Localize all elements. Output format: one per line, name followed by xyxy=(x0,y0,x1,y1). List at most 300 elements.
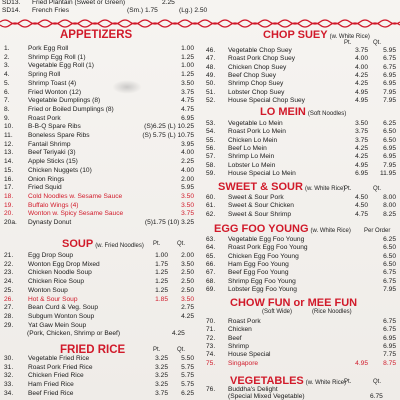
item-number: 60. xyxy=(206,194,216,201)
vegetables-item-note-price: 6.75 xyxy=(370,393,383,400)
item-name: Wonton Soup xyxy=(28,286,68,294)
item-name: Shrimp Egg Foo Young xyxy=(228,277,296,285)
item-name: Chicken Nuggets (10) xyxy=(28,166,92,174)
item-number: 3. xyxy=(4,62,10,70)
item-name: Yat Gaw Mein Soup xyxy=(28,321,87,329)
item-price-pt: (5)1.75 (10) 3.25 xyxy=(144,219,194,226)
item-number: 31. xyxy=(4,363,14,371)
item-number: 76. xyxy=(206,386,216,393)
item-name: Chicken Rice Soup xyxy=(28,278,85,286)
item-price-pt: 6.95 xyxy=(355,169,368,177)
item-price-pt: 3.25 xyxy=(155,355,168,362)
item-name: Wonton Egg Drop Mixed xyxy=(28,260,100,268)
item-name: Hot & Sour Soup xyxy=(28,295,78,303)
item-number: 13. xyxy=(4,149,14,157)
menu-item-row xyxy=(206,351,398,360)
item-number: 69. xyxy=(206,285,216,293)
item-name: Beef xyxy=(228,334,242,342)
item-number: 63. xyxy=(206,236,216,243)
item-name: Fantail Shrimp xyxy=(28,140,71,148)
item-price-qt: 2.50 xyxy=(181,278,194,286)
item-name: Spring Roll xyxy=(28,71,61,79)
item-name: Vegetable Chop Suey xyxy=(228,47,292,54)
col-header-qt: Qt. xyxy=(373,40,382,46)
item-number: 21. xyxy=(4,252,14,259)
item-number: 14. xyxy=(4,158,14,166)
item-price-qt: 6.95 xyxy=(383,144,396,152)
vegetables-title-text: VEGETABLES xyxy=(230,375,304,387)
item-number: 15. xyxy=(4,166,14,174)
item-price-pt: 1.25 xyxy=(155,286,168,294)
vegetables-item-note: (Special Mixed Vegetable) xyxy=(228,393,305,400)
menu-item-row xyxy=(4,296,196,305)
item-price-qt: 5.50 xyxy=(181,355,194,362)
soup-title-text: SOUP xyxy=(62,238,94,250)
item-price-qt: 7.95 xyxy=(383,161,396,169)
menu-item-row xyxy=(4,184,196,193)
item-price-qt: 7.95 xyxy=(383,96,396,104)
col-header-qt: Qt. xyxy=(373,186,382,192)
menu-item-row xyxy=(206,72,398,81)
item-number: 26. xyxy=(4,295,14,303)
item-name: Boneless Spare Ribs xyxy=(28,132,90,139)
menu-item-row xyxy=(4,219,196,228)
item-name: Roast Pork xyxy=(28,114,61,122)
item-number: 52. xyxy=(206,96,216,104)
item-number: 4. xyxy=(4,71,10,79)
item-price-pt: 3.50 xyxy=(181,192,194,200)
item-name: Ham Fried Rice xyxy=(28,381,74,389)
item-number: 32. xyxy=(4,372,14,380)
menu-item-row xyxy=(4,287,196,296)
item-number: 2. xyxy=(4,53,10,61)
item-number: 30. xyxy=(4,355,14,362)
item-number: 5. xyxy=(4,79,10,87)
item-price-qt: 6.25 xyxy=(383,120,396,127)
menu-item-row xyxy=(206,244,398,253)
item-name: Vegetable Egg Foo Young xyxy=(228,236,305,243)
menu-item-row xyxy=(206,137,398,146)
item-price-qt: 6.75 xyxy=(383,326,396,334)
menu-item-row xyxy=(206,170,398,179)
item-name: Shrimp Lo Mein xyxy=(228,153,275,161)
item-price-pt: 6.95 xyxy=(181,114,194,122)
lo-mein-subtitle: (Soft Noodles) xyxy=(307,111,347,117)
item-name: Singapore xyxy=(228,359,259,367)
menu-item-row xyxy=(206,64,398,73)
item-name: Chicken Fried Rice xyxy=(28,372,84,380)
item-number: 7. xyxy=(4,97,10,105)
item-price-qt: 7.95 xyxy=(383,285,396,293)
item-price-qt: 6.25 xyxy=(181,389,194,397)
lo-mein-title xyxy=(260,106,346,118)
item-price-pt: 4.25 xyxy=(355,71,368,79)
item-number: SD14. xyxy=(2,7,21,14)
item-price-pt: 3.25 xyxy=(155,381,168,389)
menu-item-row xyxy=(4,106,196,115)
item-name: Roast Pork xyxy=(228,318,261,325)
item-price-qt: 6.95 xyxy=(383,342,396,350)
item-price-qt: 6.25 xyxy=(383,236,396,243)
menu-item-row xyxy=(4,62,196,71)
item-price-pt: 1.25 xyxy=(155,269,168,277)
menu-item-row xyxy=(206,145,398,154)
item-number: 10. xyxy=(4,123,14,131)
item-price-qt: 5.75 xyxy=(181,381,194,389)
item-price-pt: 4.00 xyxy=(355,55,368,63)
item-number: 48. xyxy=(206,63,216,71)
item-name: Beef Teriyaki (3) xyxy=(28,149,76,157)
item-name: Vegetable Dumplings (8) xyxy=(28,97,101,105)
item-price-pt: 2.25 xyxy=(181,158,194,166)
menu-item-row xyxy=(4,364,196,373)
item-price-pt: 4.00 xyxy=(355,63,368,71)
item-name: Roast Pork Fried Rice xyxy=(28,363,93,371)
item-price-qt: 6.50 xyxy=(383,244,396,252)
egg-foo-young-subtitle: (w. White Rice) xyxy=(310,228,351,234)
menu-item-row xyxy=(4,261,196,270)
item-name: Sweet & Sour Pork xyxy=(228,194,284,201)
item-price-qt: 3.50 xyxy=(181,260,194,268)
item-number: 27. xyxy=(4,304,14,312)
item-price-qt: 6.75 xyxy=(383,277,396,285)
item-name: Ham Egg Foo Young xyxy=(228,260,289,268)
item-number: 16. xyxy=(4,175,14,183)
item-name: House Special xyxy=(228,351,271,359)
sweet-sour-title-text: SWEET & SOUR xyxy=(218,181,303,193)
soup-item-note: (Pork, Chicken, Shrimp or Beef) xyxy=(27,330,121,337)
item-number: 24. xyxy=(4,278,14,286)
item-number: 46. xyxy=(206,47,216,54)
item-number: 23. xyxy=(4,269,14,277)
item-price-qt: 11.95 xyxy=(379,169,396,177)
menu-item-row xyxy=(206,153,398,162)
item-price-qt: 8.00 xyxy=(383,194,396,201)
item-name: Fried Squid xyxy=(28,184,62,192)
item-number: 74. xyxy=(206,351,216,359)
menu-item-row xyxy=(206,55,398,64)
menu-row-sd14 xyxy=(2,7,262,16)
col-header-pt: Pt. xyxy=(344,379,352,385)
item-price-pt: 1.85 xyxy=(155,295,168,303)
item-price-pt: 1.25 xyxy=(155,278,168,286)
vegetables-subtitle: (w. White Rice) xyxy=(305,380,347,386)
item-name: Sweet & Sour Chicken xyxy=(228,202,294,210)
item-number: 55. xyxy=(206,136,216,144)
item-name: Vegetable Fried Rice xyxy=(28,355,90,362)
col-header-per-order: Per Order xyxy=(364,228,391,234)
item-price-pt: 4.50 xyxy=(355,194,368,201)
item-number: 34. xyxy=(4,389,14,397)
item-number: 75. xyxy=(206,359,216,367)
menu-item-row xyxy=(206,326,398,335)
item-price-pt: 1.25 xyxy=(181,53,194,61)
sweet-sour-subtitle: (w. White Rice) xyxy=(304,186,346,192)
item-number: 11. xyxy=(4,132,13,139)
item-number: 49. xyxy=(206,71,216,79)
menu-item-row xyxy=(4,304,196,313)
item-name: Sweet & Sour Shrimp xyxy=(228,210,292,218)
chow-fun-title: CHOW FUN or MEE FUN xyxy=(230,297,358,309)
item-price-pt: 1.00 xyxy=(181,62,194,70)
menu-item-row xyxy=(4,176,196,185)
item-price-qt: 7.95 xyxy=(383,88,396,96)
item-name: Shrimp Egg Roll (1) xyxy=(28,53,86,61)
soup-item-note-price: 4.25 xyxy=(172,330,185,337)
menu-item-row xyxy=(4,210,196,219)
item-price-pt: 3.25 xyxy=(155,363,168,371)
stain-mark xyxy=(112,80,142,94)
col-header-pt: Pt. xyxy=(153,347,161,353)
item-price-qt: 6.75 xyxy=(383,55,396,63)
item-name: Vegetable Lo Mein xyxy=(228,120,283,127)
item-price-pt: 3.75 xyxy=(355,47,368,54)
col-header-qt: Qt. xyxy=(177,347,186,353)
menu-item-row xyxy=(206,318,398,327)
item-price-qt: 5.75 xyxy=(181,363,194,371)
item-price-pt: 3.25 xyxy=(155,372,168,380)
col-header-qt: Qt. xyxy=(373,379,382,385)
menu-item-row xyxy=(4,89,196,98)
item-number: 28. xyxy=(4,312,14,320)
item-name: Roast Pork Chop Suey xyxy=(228,55,296,63)
menu-item-row xyxy=(4,115,196,124)
menu-item-row xyxy=(206,162,398,171)
item-number: 9. xyxy=(4,114,10,122)
item-price: 2.25 xyxy=(162,0,175,6)
item-number: 53. xyxy=(206,120,216,127)
item-name: Lobster Chop Suey xyxy=(228,88,285,96)
item-price-pt: (S)6.25 (L) 10.25 xyxy=(144,123,194,131)
menu-item-row xyxy=(4,322,196,331)
menu-item-row xyxy=(4,123,196,132)
item-number: 12. xyxy=(4,140,14,148)
col-header-pt: Pt. xyxy=(344,40,352,46)
item-number: 20. xyxy=(4,210,14,218)
item-name: Shrimp Toast (4) xyxy=(28,79,77,87)
menu-item-row xyxy=(206,286,398,295)
item-number: 66. xyxy=(206,260,216,268)
menu-item-row xyxy=(4,141,196,150)
item-price-qt: 3.50 xyxy=(181,295,194,303)
chow-fun-sub-left: (Soft Wide) xyxy=(262,309,293,315)
item-name: Wonton w. Spicy Sesame Sauce xyxy=(28,210,124,218)
lo-mein-title-text: LO MEIN xyxy=(260,106,306,118)
item-price-large: (Lg.) 2.50 xyxy=(179,7,208,14)
menu-item-row xyxy=(4,167,196,176)
item-name: Dynasty Donut xyxy=(28,219,72,226)
soup-title xyxy=(62,238,144,250)
menu-item-row xyxy=(4,45,196,54)
item-price-pt: 3.50 xyxy=(355,120,368,127)
item-price-qt: 4.25 xyxy=(181,312,194,320)
menu-item-row xyxy=(206,89,398,98)
item-number: 64. xyxy=(206,244,216,252)
item-name: Chicken Egg Foo Young xyxy=(228,252,299,260)
menu-item-row xyxy=(206,343,398,352)
menu-item-row xyxy=(206,278,398,287)
item-name: Beef Egg Foo Young xyxy=(228,269,289,277)
menu-item-row xyxy=(4,381,196,390)
menu-item-row xyxy=(206,80,398,89)
menu-item-row xyxy=(206,211,398,220)
item-number: 73. xyxy=(206,342,216,350)
item-number: 29. xyxy=(4,321,14,329)
item-price-qt: 2.50 xyxy=(181,269,194,277)
item-price-pt: 3.75 xyxy=(155,389,168,397)
col-header-pt: Pt. xyxy=(344,186,352,192)
item-name: Chicken Lo Mein xyxy=(228,136,278,144)
col-header-qt: Qt. xyxy=(177,241,186,247)
item-name: Beef Fried Rice xyxy=(28,389,74,397)
item-name: Shrimp Chop Suey xyxy=(228,80,284,88)
item-price-pt: 1.00 xyxy=(181,45,194,52)
item-price-pt: 4.75 xyxy=(355,210,368,218)
item-number: 8. xyxy=(4,105,10,113)
item-number: 6. xyxy=(4,88,10,96)
item-price-qt: 6.50 xyxy=(383,136,396,144)
item-number: 22. xyxy=(4,260,14,268)
menu-item-row xyxy=(4,132,196,141)
menu-item-row xyxy=(206,47,398,56)
chow-fun-sub-right: (Rice Noodles) xyxy=(312,309,352,315)
menu-item-row xyxy=(4,149,196,158)
item-number: 50. xyxy=(206,80,216,88)
item-number: 17. xyxy=(4,184,14,192)
item-price-pt: 3.75 xyxy=(181,88,194,96)
sweet-sour-title xyxy=(218,181,345,193)
menu-item-row xyxy=(4,269,196,278)
menu-item-row xyxy=(4,202,196,211)
item-name: Fried Plantain (Sweet or Green) xyxy=(32,0,126,6)
item-number: 71. xyxy=(206,326,216,334)
item-price: (Sm.) 1.75 xyxy=(127,7,158,14)
item-number: 65. xyxy=(206,252,216,260)
fried-rice-title: FRIED RICE xyxy=(60,344,126,356)
item-number: 47. xyxy=(206,55,216,63)
menu-item-row xyxy=(4,372,196,381)
item-number: 62. xyxy=(206,210,216,218)
item-name: Roast Pork Lo Mein xyxy=(228,128,286,136)
item-name: Pork Egg Roll xyxy=(28,45,69,52)
item-name: Lobster Lo Mein xyxy=(228,161,276,169)
col-header-pt: Pt. xyxy=(153,241,161,247)
item-price-pt: 4.75 xyxy=(181,97,194,105)
item-name: Egg Drop Soup xyxy=(28,252,74,259)
soup-subtitle: (w. Fried Noodles) xyxy=(95,243,144,249)
item-name: Beef Lo Mein xyxy=(228,144,267,152)
item-price-qt: 6.75 xyxy=(383,63,396,71)
item-name: Cold Noodles w. Sesame Sauce xyxy=(28,192,123,200)
item-name: Vegetable Egg Roll (1) xyxy=(28,62,94,70)
item-number: 61. xyxy=(206,202,216,210)
item-price-qt: 8.25 xyxy=(383,210,396,218)
menu-item-row xyxy=(206,128,398,137)
menu-item-row xyxy=(4,97,196,106)
item-price-qt: 6.95 xyxy=(383,71,396,79)
item-number: 57. xyxy=(206,153,216,161)
item-price-qt: 6.50 xyxy=(383,260,396,268)
menu-item-row xyxy=(206,202,398,211)
item-price-qt: 6.75 xyxy=(383,269,396,277)
item-price-qt: 2.75 xyxy=(181,304,194,312)
menu-item-row xyxy=(4,80,196,89)
item-name: Bean Curd & Veg. Soup xyxy=(28,304,99,312)
item-number: 72. xyxy=(206,334,216,342)
item-number: SD13. xyxy=(2,0,21,6)
item-price-pt: (S) 5.75 (L) 10.75 xyxy=(142,132,194,139)
item-name: Onion Rings xyxy=(28,175,65,183)
item-number: 20a. xyxy=(4,219,17,226)
item-price-qt: 5.95 xyxy=(383,47,396,54)
item-price-pt: 1.00 xyxy=(155,252,168,259)
item-name: House Special Lo Mein xyxy=(228,169,296,177)
item-number: 54. xyxy=(206,128,216,136)
item-price-pt: 3.50 xyxy=(181,79,194,87)
menu-item-row xyxy=(206,269,398,278)
item-price-qt: 6.95 xyxy=(383,80,396,88)
item-price-qt: 6.95 xyxy=(383,334,396,342)
menu-item-row xyxy=(4,313,196,322)
item-number: 67. xyxy=(206,269,216,277)
item-price-pt: 4.25 xyxy=(355,144,368,152)
item-price-pt: 1.25 xyxy=(181,71,194,79)
item-price-pt: 4.95 xyxy=(355,161,368,169)
item-price-pt: 3.50 xyxy=(181,201,194,209)
item-price-qt: 6.50 xyxy=(383,252,396,260)
item-price-pt: 4.00 xyxy=(181,166,194,174)
item-price-pt: 4.25 xyxy=(355,80,368,88)
menu-item-row xyxy=(4,71,196,80)
item-price-qt: 8.75 xyxy=(383,359,396,367)
item-price-pt: 3.75 xyxy=(355,128,368,136)
item-price-pt: 4.00 xyxy=(181,149,194,157)
menu-item-row xyxy=(4,278,196,287)
menu-item-row xyxy=(206,335,398,344)
item-price-pt: 4.75 xyxy=(181,105,194,113)
wavy-divider-top-2 xyxy=(0,21,400,29)
item-name: Chicken Noodle Soup xyxy=(28,269,92,277)
item-name: Buffalo Wings (4) xyxy=(28,201,79,209)
chop-suey-subtitle: (w. White Rice) xyxy=(329,34,370,40)
item-price-qt: 2.50 xyxy=(181,286,194,294)
item-price-qt: 2.00 xyxy=(181,252,194,259)
item-number: 18. xyxy=(4,192,14,200)
menu-item-row xyxy=(4,158,196,167)
item-price-qt: 5.75 xyxy=(181,372,194,380)
item-name: Subgum Wonton Soup xyxy=(28,312,95,320)
egg-foo-young-title-text: EGG FOO YOUNG xyxy=(214,223,309,235)
item-number: 25. xyxy=(4,286,14,294)
item-price-pt: 4.95 xyxy=(355,88,368,96)
item-name: House Special Chop Suey xyxy=(228,96,305,104)
menu-item-row xyxy=(206,97,398,106)
item-number: 1. xyxy=(4,45,10,52)
item-name: Roast Pork Egg Foo Young xyxy=(228,244,308,252)
item-price-pt: 4.50 xyxy=(355,202,368,210)
item-price-pt: 2.00 xyxy=(181,175,194,183)
menu-item-row xyxy=(4,355,196,364)
egg-foo-young-title xyxy=(214,223,351,235)
item-price-pt: 3.95 xyxy=(181,140,194,148)
item-price-qt: 6.75 xyxy=(383,318,396,325)
item-number: 33. xyxy=(4,381,14,389)
menu-item-row xyxy=(206,261,398,270)
appetizers-title: APPETIZERS xyxy=(60,29,133,41)
menu-item-row xyxy=(4,54,196,63)
item-name: Lobster Egg Foo Young xyxy=(228,285,297,293)
item-price-pt: 5.95 xyxy=(181,184,194,192)
